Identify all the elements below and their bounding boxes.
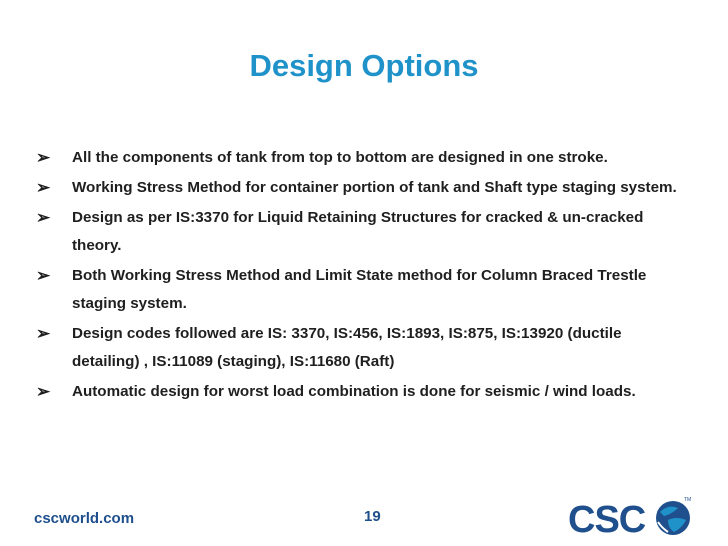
logo-mark: TM bbox=[684, 497, 692, 503]
bullet-text: Working Stress Method for container portion of tank and Shaft type staging system. bbox=[72, 179, 677, 196]
bullet-item bbox=[30, 174, 690, 202]
bullet-text: Design codes followed are IS: 3370, IS:456, IS:1893, IS:875, IS:13920 (ductile detailing) , IS:11089 (staging), IS:11680 (Raft) bbox=[72, 325, 622, 370]
logo-text: CSC bbox=[568, 499, 646, 538]
slide-title: Design Options bbox=[249, 48, 479, 83]
bullet-text: Automatic design for worst load combination is done for seismic / wind loads. bbox=[72, 383, 636, 400]
csc-globe-logo-icon bbox=[568, 494, 693, 538]
bullet-item bbox=[30, 144, 690, 172]
globe-icon bbox=[656, 501, 690, 535]
bullet-text: Design as per IS:3370 for Liquid Retaining Structures for cracked & un-cracked theory. bbox=[72, 209, 644, 254]
arrow-bullet-icon: ➢ bbox=[36, 208, 51, 227]
arrow-bullet-icon: ➢ bbox=[36, 148, 51, 167]
bullet-item bbox=[30, 378, 690, 406]
arrow-bullet-icon: ➢ bbox=[36, 266, 51, 285]
bullet-item bbox=[30, 262, 690, 318]
bullet-text: All the components of tank from top to bottom are designed in one stroke. bbox=[72, 149, 608, 166]
footer-url: cscworld.com bbox=[34, 510, 135, 527]
arrow-bullet-icon: ➢ bbox=[36, 178, 51, 197]
page-number: 19 bbox=[364, 508, 381, 525]
arrow-bullet-icon: ➢ bbox=[36, 382, 51, 401]
bullet-item bbox=[30, 320, 690, 376]
bullet-list bbox=[30, 144, 690, 408]
bullet-item bbox=[30, 204, 690, 260]
arrow-bullet-icon: ➢ bbox=[36, 324, 51, 343]
bullet-text: Both Working Stress Method and Limit State method for Column Braced Trestle staging system. bbox=[72, 267, 647, 312]
